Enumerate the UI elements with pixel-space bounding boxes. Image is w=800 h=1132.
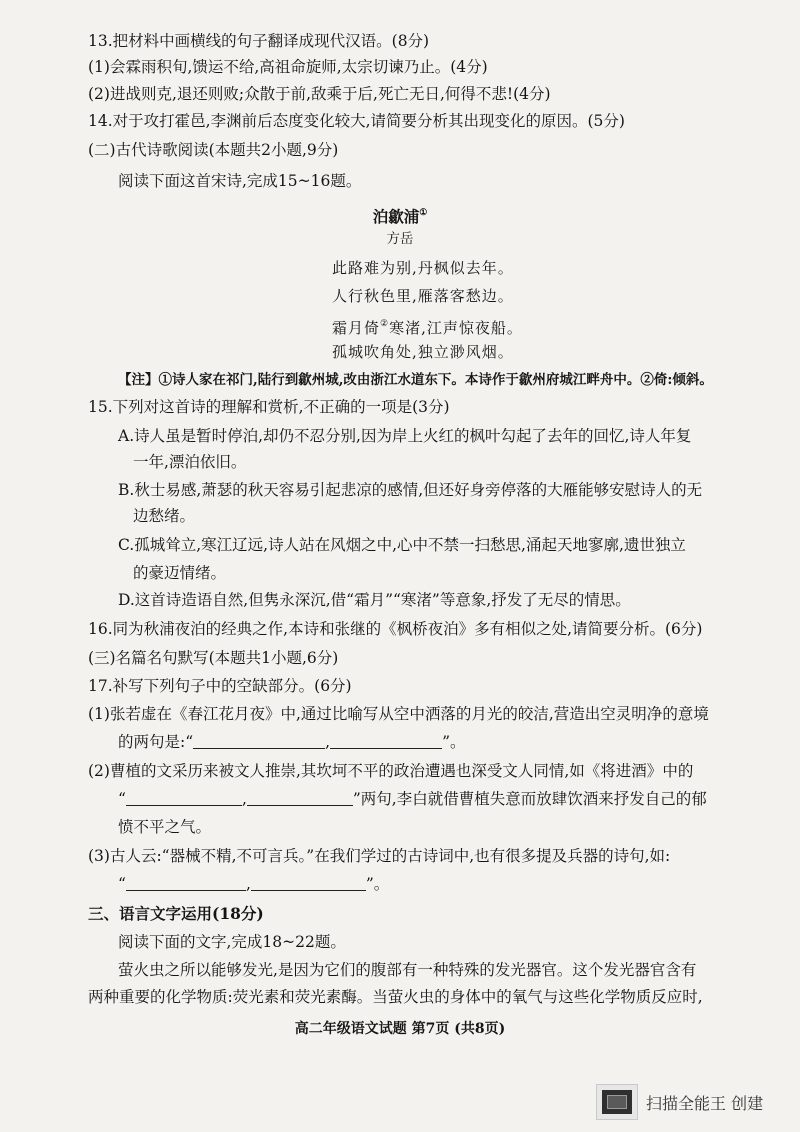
- q15-option-d: D.这首诗造语自然,但隽永深沉,借“霜月”“寒渚”等意象,抒发了无尽的情思。: [118, 591, 631, 609]
- poem-line-3-note: ②: [380, 319, 390, 329]
- q15-option-a-line1: A.诗人虽是暂时停泊,却仍不忍分别,因为岸上火红的枫叶勾起了去年的回忆,诗人年复: [118, 427, 692, 445]
- q17-p1-line1: (1)张若虚在《春江花月夜》中,通过比喻写从空中洒落的月光的皎洁,营造出空灵明净的意境: [88, 705, 709, 723]
- part3-instruction: 阅读下面的文字,完成18~22题。: [118, 933, 346, 951]
- poem-line-3-a: 霜月倚: [332, 319, 381, 337]
- q17-p1-blank-1[interactable]: [193, 732, 325, 749]
- q17-p3-line2: [118, 873, 389, 895]
- q13-sub2: (2)进战则克,退还则败;众散于前,敌乘于后,死亡无日,何得不悲!(4分): [88, 85, 551, 103]
- poem-title-note: ①: [419, 208, 428, 218]
- q13-sub1: (1)会霖雨积旬,馈运不给,高祖命旋师,太宗切谏乃止。(4分): [88, 58, 488, 76]
- camscanner-logo-icon: [596, 1084, 638, 1120]
- q17-p3-comma: ,: [245, 875, 251, 893]
- q15-option-b-line2: 边愁绪。: [133, 507, 196, 525]
- part3-title: 三、语言文字运用(18分): [88, 904, 264, 923]
- q15-option-c-line2: 的豪迈情绪。: [133, 564, 227, 582]
- poem-note: 【注】①诗人家在祁门,陆行到歙州城,改由浙江水道东下。本诗作于歙州府城江畔舟中。②倚:倾斜。: [118, 372, 713, 388]
- page-footer: 高二年级语文试题 第7页 (共8页): [294, 1021, 506, 1037]
- q17-stem: 17.补写下列句子中的空缺部分。(6分): [88, 677, 352, 695]
- q16: 16.同为秋浦夜泊的经典之作,本诗和张继的《枫桥夜泊》多有相似之处,请简要分析。(6分): [88, 620, 703, 638]
- q17-p1-blank-2[interactable]: [330, 732, 442, 749]
- scanner-watermark: [596, 1084, 786, 1120]
- q14: 14.对于攻打霍邑,李渊前后态度变化较大,请简要分析其出现变化的原因。(5分): [88, 112, 625, 130]
- q17-p2-line3: 愤不平之气。: [118, 818, 212, 836]
- q13-stem: 13.把材料中画横线的句子翻译成现代汉语。(8分): [88, 32, 430, 50]
- q17-p1-suffix: ”。: [442, 733, 466, 751]
- q15-option-c-line1: C.孤城耸立,寒江辽远,诗人站在风烟之中,心中不禁一扫愁思,涌起天地寥廓,遗世独立: [118, 536, 686, 554]
- poem-author: 方岳: [386, 231, 414, 247]
- part3-para-line2: 两种重要的化学物质:荧光素和荧光素酶。当萤火虫的身体中的氧气与这些化学物质反应时,: [88, 988, 703, 1006]
- q15-option-a-line2: 一年,漂泊依旧。: [133, 453, 247, 471]
- q17-p2-suffix: ”两句,李白就借曹植失意而放肆饮酒来抒发自己的郁: [352, 790, 707, 808]
- q17-p3-suffix: ”。: [365, 875, 390, 893]
- q17-p2-line2: [118, 788, 707, 810]
- q17-p1-comma: ,: [325, 733, 331, 751]
- q17-p3-blank-1[interactable]: [126, 874, 246, 891]
- poem-title-text: 泊歙浦: [372, 207, 420, 226]
- q15-stem: 15.下列对这首诗的理解和赏析,不正确的一项是(3分): [88, 398, 450, 416]
- q15-option-b-line1: B.秋士易感,萧瑟的秋天容易引起悲凉的感情,但还好身旁停落的大雁能够安慰诗人的无: [118, 481, 703, 499]
- poem-line-3: [332, 313, 523, 339]
- section2-instruction: 阅读下面这首宋诗,完成15~16题。: [118, 172, 362, 190]
- poem-line-3-b: 寒渚,江声惊夜船。: [389, 319, 523, 337]
- poem-line-1: 此路难为别,丹枫似去年。: [332, 259, 514, 277]
- q17-p2-blank-1[interactable]: [126, 789, 242, 806]
- section2-title: (二)古代诗歌阅读(本题共2小题,9分): [88, 141, 339, 159]
- q17-p2-comma: ,: [241, 790, 247, 808]
- q17-p1-prefix: 的两句是:“: [118, 733, 194, 751]
- q17-p3-line1: (3)古人云:“器械不精,不可言兵。”在我们学过的古诗词中,也有很多提及兵器的诗句,如:: [88, 847, 671, 865]
- watermark-text: 扫描全能王 创建: [646, 1093, 764, 1113]
- poem-line-4: 孤城吹角处,独立渺风烟。: [332, 343, 514, 361]
- q17-p3-prefix: “: [118, 875, 126, 893]
- q17-p2-prefix: “: [118, 790, 126, 808]
- q17-p2-line1: (2)曹植的文采历来被文人推崇,其坎坷不平的政治遭遇也深受文人同情,如《将进酒》中的: [88, 762, 694, 780]
- part3-para-line1: 萤火虫之所以能够发光,是因为它们的腹部有一种特殊的发光器官。这个发光器官含有: [118, 961, 697, 979]
- poem-title: [0, 202, 800, 228]
- q17-p2-blank-2[interactable]: [247, 789, 353, 806]
- q17-p1-line2: [118, 731, 466, 753]
- section3-title: (三)名篇名句默写(本题共1小题,6分): [88, 649, 339, 667]
- q17-p3-blank-2[interactable]: [251, 874, 366, 891]
- poem-line-2: 人行秋色里,雁落客愁边。: [332, 287, 514, 305]
